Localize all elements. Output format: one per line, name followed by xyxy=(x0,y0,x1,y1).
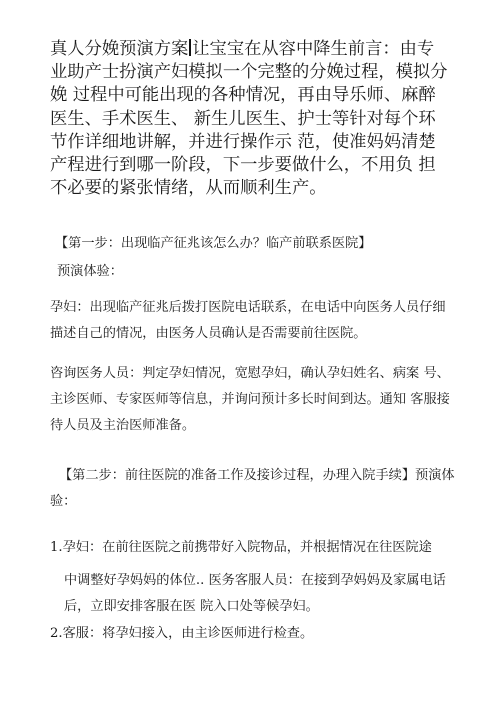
intro-title-rest: 让宝宝在从容中降生前言：由专 xyxy=(192,39,435,59)
step2-title: 【第二步：前往医院的准备工作及接诊过程，办理入院手续】预演体 xyxy=(59,468,455,483)
list-item-1-continued xyxy=(50,568,460,620)
text-cursor-icon xyxy=(189,39,191,56)
rehearsal-label: 预演体验： xyxy=(57,264,123,279)
list-item-text: 1.孕妇：在前往医院之前携带好入院物品，并根据情况在往医院途 xyxy=(50,540,432,555)
intro-line: 节作详细地讲解，并进行操作示 范，使准妈妈清楚 xyxy=(50,131,436,152)
step1-title: 【第一步：出现临产征兆该怎么办？临产前联系医院】 xyxy=(55,236,372,251)
paragraph-line: 待人员及主治医师准备。 xyxy=(50,418,196,433)
consultant-paragraph xyxy=(50,361,460,439)
paragraph-line: 咨询医务人员：判定孕妇情况，宽慰孕妇，确认孕妇姓名、病案 号、 xyxy=(50,366,450,381)
paragraph-line: 后，立即安排客服在医 院入口处等候孕妇。 xyxy=(64,599,319,614)
list-item-text: 2.客服：将孕妇接入，由主诊医师进行检查。 xyxy=(50,626,314,641)
intro-title: 真人分娩预演方案 xyxy=(50,39,189,59)
step2-title-cont: 验： xyxy=(50,494,77,509)
step2-heading xyxy=(50,463,460,515)
intro-line: 业助产士扮演产妇模拟一个完整的分娩过程，模拟分 xyxy=(50,62,448,83)
intro-line: 产程进行到哪一阶段，下一步要做什么，不用负 担 xyxy=(50,155,436,176)
paragraph-line: 中调整好孕妈妈的体位.. 医务客服人员：在接到孕妈妈及家属电话 xyxy=(64,573,446,588)
intro-line: 娩 过程中可能出现的各种情况，再由导乐师、麻醉 xyxy=(50,85,436,106)
paragraph-line: 孕妇：出现临产征兆后拨打医院电话联系，在电话中向医务人员仔细 xyxy=(50,300,446,315)
list-item-2 xyxy=(50,621,460,647)
rehearsal-label-block xyxy=(50,259,460,285)
intro-paragraph xyxy=(50,38,458,200)
intro-line: 不必要的紧张情绪，从而顺利生产。 xyxy=(50,178,327,199)
paragraph-line: 主诊医师、专家医师等信息，并询问预计多长时间到达。通知 客服接 xyxy=(50,392,450,407)
intro-line: 医生、手术医生、 新生儿医生、护士等针对每个环 xyxy=(50,108,436,129)
list-item-1 xyxy=(50,535,460,561)
intro-line xyxy=(50,38,458,61)
paragraph-line: 描述自己的情况，由医务人员确认是否需要前往医院。 xyxy=(50,326,367,341)
step1-heading xyxy=(50,231,460,257)
mother-paragraph xyxy=(50,295,460,347)
